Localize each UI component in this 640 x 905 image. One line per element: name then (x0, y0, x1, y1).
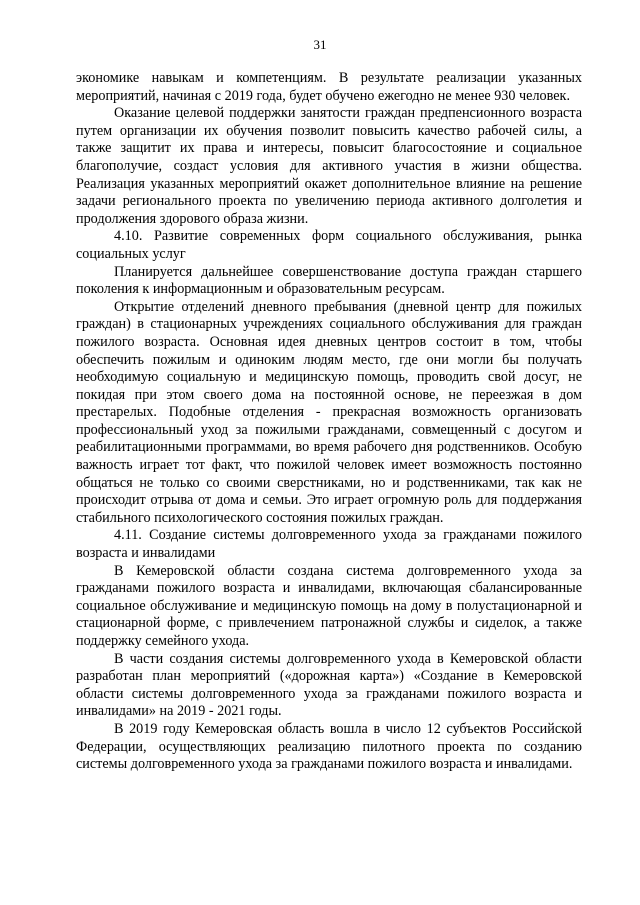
paragraph-roadmap: В части создания системы долговременного ухода в Кемеровской области разработан план мероприятий («дорожная карта») «Создание в Кемеровской области системы долговременного ухода за гражданами пожилого возраста и инвалидами» на 2019 - 2021 годы. (76, 650, 582, 720)
paragraph-pre-retirement-support: Оказание целевой поддержки занятости граждан предпенсионного возраста путем организации их обучения позволит повысить качество рабочей силы, а также защитит их права и интересы, повысит благосостояние и социальное благополучие, создаст условия для активного участия в жизни общества. Реализация указанных мероприятий окажет дополнительное влияние на решение задачи регионального проекта по увеличению периода активного долголетия и продолжения здорового образа жизни. (76, 105, 582, 227)
paragraph-long-term-care-system: В Кемеровской области создана система долговременного ухода за гражданами пожилого возраста и инвалидами, включающая сбалансированные социальное обслуживание и медицинскую помощь на дому в полустационарной и стационарной форме, с привлечением патронажной службы и сиделок, а также поддержку семейного ухода. (76, 562, 582, 649)
paragraph-day-centers: Открытие отделений дневного пребывания (дневной центр для пожилых граждан) в стационарных учреждениях социального обслуживания для граждан пожилого возраста. Основная идея дневных центров состоит в том, чтобы обеспечить пожилым и одиноким людям место, где они могли бы получать необходимую социальную и медицинскую помощь, проводить свой досуг, не покидая при этом своего дома на постоянной основе, не переезжая в дом престарелых. Подобные отделения - прекрасная возможность организовать профессиональный уход за пожилыми гражданами, совмещенный с досугом и реабилитационными программами, во время рабочего дня родственников. Особую важность играет тот факт, что пожилой человек имеет возможность постоянно общаться не только со своими сверстниками, но и родственниками, так как не происходит отрыва от дома и семьи. Это играет огромную роль для поддержания стабильного психологического состояния пожилых граждан. (76, 298, 582, 526)
paragraph-information-access: Планируется дальнейшее совершенствование доступа граждан старшего поколения к информационным и образовательным ресурсам. (76, 263, 582, 298)
page-number: 31 (313, 37, 327, 52)
document-body (76, 70, 582, 774)
paragraph-continuation: экономике навыкам и компетенциям. В результате реализации указанных мероприятий, начиная с 2019 года, будет обучено ежегодно не менее 930 человек. (76, 70, 582, 104)
section-heading-4-11: 4.11. Создание системы долговременного ухода за гражданами пожилого возраста и инвалидами (76, 527, 582, 562)
paragraph-pilot-project: В 2019 году Кемеровская область вошла в число 12 субъектов Российской Федерации, осуществляющих реализацию пилотного проекта по созданию системы долговременного ухода за гражданами пожилого возраста и инвалидами. (76, 720, 582, 773)
section-heading-4-10: 4.10. Развитие современных форм социального обслуживания, рынка социальных услуг (76, 228, 582, 262)
